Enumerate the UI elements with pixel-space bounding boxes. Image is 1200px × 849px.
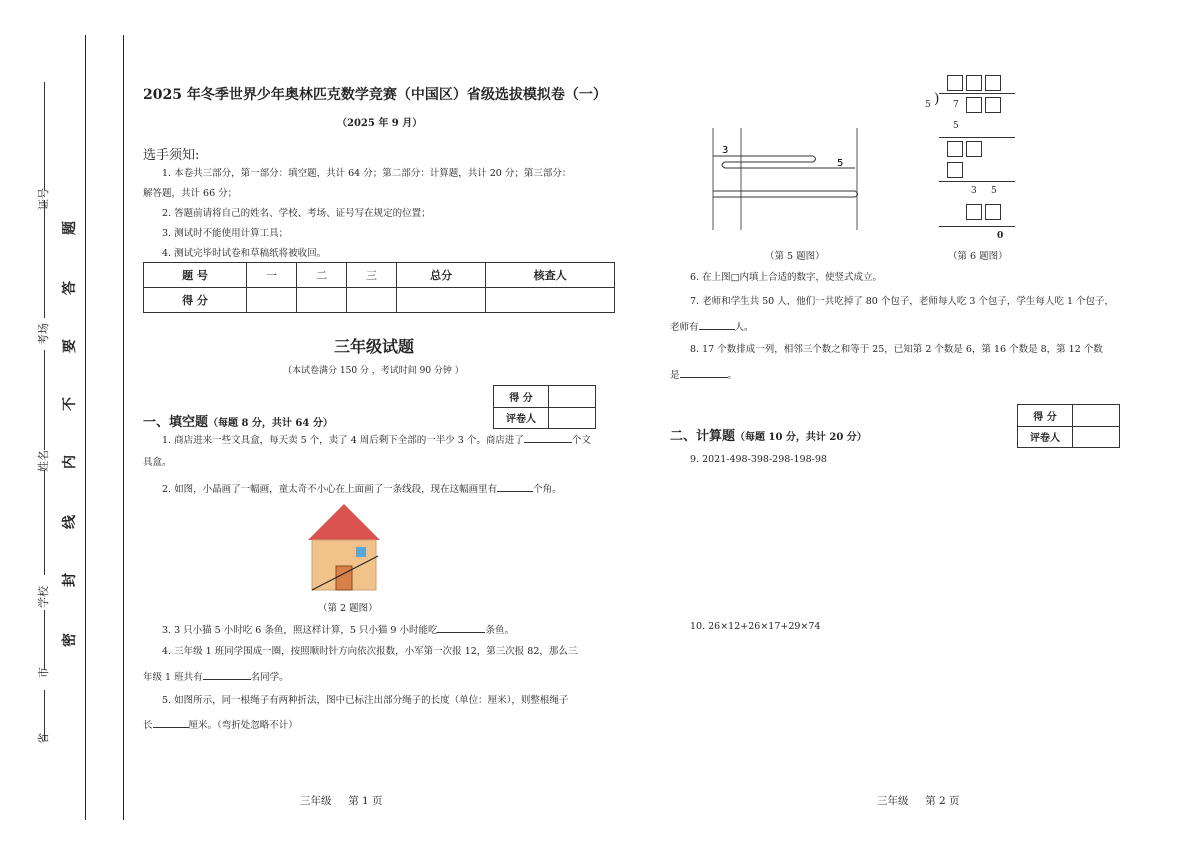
score-table-header: 三 (347, 263, 397, 288)
mini-score-label: 得 分 (494, 386, 549, 408)
q2-text-end: 个角。 (533, 484, 562, 495)
score-cell[interactable] (397, 288, 486, 313)
score-table-header: 总分 (397, 263, 486, 288)
answer-blank-q7[interactable] (699, 319, 735, 330)
sub-5: 5 (953, 121, 959, 131)
blank-line-city (44, 610, 45, 670)
q5-text-end: 厘米。（弯折处忽略不计） (188, 720, 298, 731)
footer-left (300, 793, 383, 808)
score-cell[interactable] (247, 288, 297, 313)
question-10: 10. 26×12+26×17+29×74 (690, 621, 821, 632)
remainder-0: 0 (997, 231, 1004, 241)
fig5-caption: （第 5 题图） (765, 251, 825, 262)
label-city: 市 (37, 667, 50, 678)
q3-text: 3. 3 只小猫 5 小时吃 6 条鱼，照这样计算，5 只小猫 9 小时能吃 (162, 625, 438, 636)
digit-box[interactable] (966, 75, 982, 91)
mini-reviewer-label: 评卷人 (1018, 426, 1073, 448)
dividend-7: 7 (953, 100, 959, 110)
answer-blank-q4[interactable] (203, 669, 251, 680)
house-door (336, 566, 352, 590)
footer-grade: 三年级 (877, 795, 909, 807)
digit-box[interactable] (966, 97, 982, 113)
answer-blank-q5[interactable] (153, 717, 189, 728)
division-bracket: ) (934, 91, 940, 107)
section1-sub: （每题 8 分，共计 64 分） (208, 418, 333, 429)
mini-score-cell[interactable] (549, 386, 596, 408)
score-table (143, 262, 615, 313)
score-cell[interactable] (347, 288, 397, 313)
blank-line-id (44, 82, 45, 190)
score-cell[interactable] (486, 288, 615, 313)
digit-box[interactable] (985, 75, 1001, 91)
score-table-header: 二 (297, 263, 347, 288)
section2-title: 二、计算题 (670, 429, 736, 444)
digit-box[interactable] (947, 162, 963, 178)
seal-char: 线 (62, 515, 78, 529)
notice-item: 3. 测试时不能使用计算工具； (162, 228, 289, 239)
question-8: 8. 17 个数排成一列，相邻三个数之和等于 25，已知第 2 个数是 6，第 16 个数是 8，第 12 个数 (690, 344, 1103, 355)
q7-text-end: 人。 (734, 322, 754, 333)
answer-blank-q3[interactable] (437, 622, 485, 633)
seal-char: 答 (62, 281, 78, 295)
step-line-1 (939, 137, 1015, 138)
divisor: 5 (925, 100, 931, 110)
q4-text: 年级 1 班共有 (143, 672, 203, 683)
mini-reviewer-cell[interactable] (549, 407, 596, 429)
step-line-3 (939, 226, 1015, 227)
mini-score-table-2 (1017, 404, 1120, 448)
score-table-header: 题 号 (144, 263, 247, 288)
answer-area-q9[interactable] (690, 472, 1130, 612)
rope-label-3: 3 (722, 145, 729, 156)
q7-continued (670, 319, 754, 335)
q2-text: 2. 如图，小晶画了一幅画，童太奇不小心在上面画了一条线段，现在这幅画里有 (162, 484, 498, 495)
house-roof (308, 504, 380, 540)
seal-char: 题 (62, 221, 78, 235)
mini-score-cell[interactable] (1073, 405, 1120, 427)
grade-title: 三年级试题 (334, 337, 415, 356)
section2-heading (670, 425, 867, 444)
margin-line-outer (85, 35, 86, 820)
digit-box[interactable] (947, 75, 963, 91)
q8-continued (670, 367, 737, 383)
mini-score-table-1 (493, 385, 596, 429)
question-6: 6. 在上图□内填上合适的数字，使竖式成立。 (690, 272, 883, 283)
digit-box[interactable] (966, 141, 982, 157)
answer-area-q10[interactable] (690, 640, 1130, 780)
seal-char: 封 (62, 573, 78, 587)
margin-line-inner (123, 35, 124, 820)
grade-note: （本试卷满分 150 分 ，考试时间 90 分钟 ） (283, 366, 464, 376)
score-cell[interactable] (297, 288, 347, 313)
label-school: 学校 (37, 586, 50, 608)
seal-char: 不 (62, 397, 78, 411)
mini-reviewer-label: 评卷人 (494, 407, 549, 429)
question-7: 7. 老师和学生共 50 人，他们一共吃掉了 80 个包子，老师每人吃 3 个包子，学生每人吃 1 个包子， (690, 296, 1115, 307)
q4-continued (143, 669, 289, 685)
digit-5: 5 (991, 186, 997, 196)
footer-right (877, 793, 960, 808)
rope-fold-1 (713, 156, 855, 168)
q8-text: 是 (670, 370, 680, 381)
question-4: 4. 三年级 1 班同学围成一圈，按照顺时针方向依次报数，小军第一次报 12，第三次报 82，那么三 (162, 646, 578, 657)
fig6-caption: （第 6 题图） (948, 251, 1008, 262)
section1-heading (143, 411, 333, 430)
question-5: 5. 如图所示，同一根绳子有两种折法，图中已标注出部分绳子的长度（单位：厘米），则整根绳子 (162, 695, 569, 706)
blank-line-name (44, 350, 45, 450)
notice-item: 4. 测试完毕时试卷和草稿纸将被收回。 (162, 248, 327, 259)
rope-fold-2 (713, 191, 858, 197)
question-9: 9. 2021-498-398-298-198-98 (690, 454, 827, 465)
q8-text-end: 。 (727, 370, 738, 381)
division-figure (925, 72, 1015, 242)
rope-figure (705, 128, 865, 233)
step-line-2 (939, 181, 1015, 182)
q1-continued: 具盒。 (143, 457, 172, 468)
label-name: 姓名 (37, 450, 50, 472)
house-figure (300, 500, 390, 595)
q7-text: 老师有 (670, 322, 699, 333)
section1-title: 一、填空题 (143, 415, 209, 430)
q5-text: 长 (143, 720, 153, 731)
digit-box[interactable] (985, 204, 1001, 220)
digit-box[interactable] (985, 97, 1001, 113)
q4-text-end: 名同学。 (250, 672, 289, 683)
digit-box[interactable] (966, 204, 982, 220)
notice-item: 解答题，共计 66 分； (143, 188, 238, 199)
answer-blank-q1[interactable] (524, 432, 572, 443)
seal-char: 内 (62, 455, 78, 469)
label-province: 省 (37, 733, 50, 744)
label-room: 考场 (37, 323, 50, 345)
mini-score-label: 得 分 (1018, 405, 1073, 427)
question-3 (162, 622, 514, 638)
footer-page: 第 1 页 (348, 795, 383, 807)
section2-sub: （每题 10 分，共计 20 分） (735, 432, 867, 443)
digit-3: 3 (971, 186, 977, 196)
rope-label-5: 5 (837, 158, 844, 169)
question-1 (162, 432, 591, 448)
blank-line-school (44, 470, 45, 575)
notice-heading: 选手须知: (143, 148, 200, 163)
fig2-caption: （第 2 题图） (318, 603, 378, 614)
seal-char: 密 (62, 633, 78, 647)
q3-text-end: 条鱼。 (485, 625, 514, 636)
blank-line-room (44, 200, 45, 318)
notice-item: 2. 答题前请将自己的姓名、学校、考场、证号写在规定的位置； (162, 208, 431, 219)
q1-text: 1. 商店进来一些文具盒，每天卖 5 个，卖了 4 周后剩下全部的一半少 3 个。商店进了 (162, 435, 524, 446)
house-window (356, 547, 366, 557)
answer-blank-q2[interactable] (497, 481, 533, 492)
q5-continued (143, 717, 298, 733)
score-table-header: 核查人 (486, 263, 615, 288)
seal-char: 要 (62, 339, 78, 353)
digit-box[interactable] (947, 141, 963, 157)
footer-page: 第 2 页 (925, 795, 960, 807)
division-bar (939, 93, 1015, 94)
footer-grade: 三年级 (300, 795, 332, 807)
score-table-row-label: 得 分 (144, 288, 247, 313)
notice-item: 1. 本卷共三部分，第一部分：填空题，共计 64 分；第二部分：计算题，共计 20 分；第三部分： (162, 168, 572, 179)
answer-blank-q8[interactable] (680, 367, 728, 378)
label-id: 证号 (37, 188, 50, 210)
exam-date: （2025 年 9 月） (337, 118, 423, 129)
score-table-header: 一 (247, 263, 297, 288)
exam-title: 2025 年冬季世界少年奥林匹克数学竞赛（中国区）省级选拔模拟卷（一） (143, 87, 607, 103)
q1-text-end: 个文 (571, 435, 591, 446)
mini-reviewer-cell[interactable] (1073, 426, 1120, 448)
question-2 (162, 481, 562, 497)
